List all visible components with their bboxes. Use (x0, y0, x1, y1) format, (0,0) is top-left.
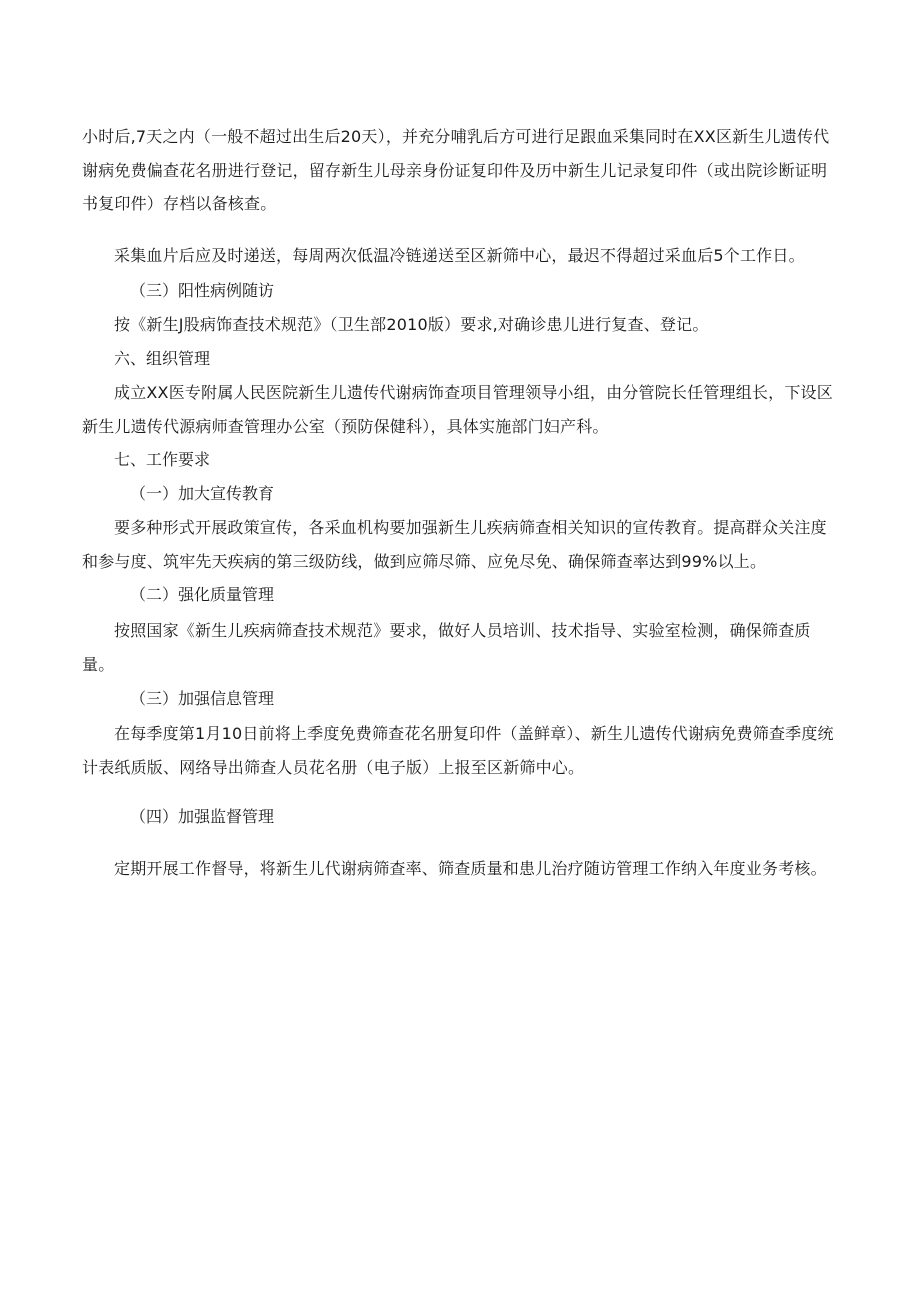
paragraph-blood-sample-delivery: 采集血片后应及时递送，每周两次低温冷链递送至区新筛中心，最迟不得超过采血后5个工作日。 (114, 246, 805, 265)
paragraph-quality-details: 按照国家《新生儿疾病筛查技术规范》要求，做好人员培训、技术指导、实验室检测，确保筛查质量。 (82, 621, 811, 674)
heading-positive-case-followup: （三）阳性病例随访 (130, 281, 275, 300)
paragraph-information-details: 在每季度第1月10日前将上季度免费筛查花名册复印件（盖鲜章）、新生儿遗传代谢病免费筛查季度统计表纸质版、网络导出筛查人员花名册（电子版）上报至区新筛中心。 (82, 724, 834, 777)
heading-publicity-education: （一）加大宣传教育 (130, 484, 275, 503)
paragraph-supervision-details: 定期开展工作督导，将新生儿代谢病筛查率、筛查质量和患儿治疗随访管理工作纳入年度业务考核。 (114, 859, 827, 878)
heading-organization-management: 六、组织管理 (114, 349, 211, 368)
heading-information-management: （三）加强信息管理 (130, 689, 275, 708)
paragraph-blood-collection-timing: 小时后,7天之内（一般不超过出生后20天），并充分哺乳后方可进行足跟血采集同时在XX区新生儿遗传代谢病免费偏查花名册进行登记，留存新生儿母亲身份证复印件及历中新生儿记录复印件（或出院诊断证明书复印件）存档以备核查。 (82, 127, 830, 213)
paragraph-leadership-group: 成立XX医专附属人民医院新生儿遗传代谢病饰查项目管理领导小组，由分管院长任管理组长，下设区新生儿遗传代源病师查管理办公室（预防保健科），具体实施部门妇产科。 (82, 383, 833, 436)
heading-work-requirements: 七、工作要求 (114, 450, 211, 469)
paragraph-followup-requirements: 按《新生J股病饰查技术规范》（卫生部2010版）要求,对确诊患儿进行复查、登记。 (114, 315, 709, 334)
heading-supervision-management: （四）加强监督管理 (130, 807, 275, 826)
heading-quality-management: （二）强化质量管理 (130, 585, 275, 604)
paragraph-publicity-details: 要多种形式开展政策宣传，各采血机构要加强新生儿疾病筛查相关知识的宣传教育。提高群众关注度和参与度、筑牢先天疾病的第三级防线，做到应筛尽筛、应免尽免、确保筛查率达到99%以上。 (82, 518, 827, 571)
